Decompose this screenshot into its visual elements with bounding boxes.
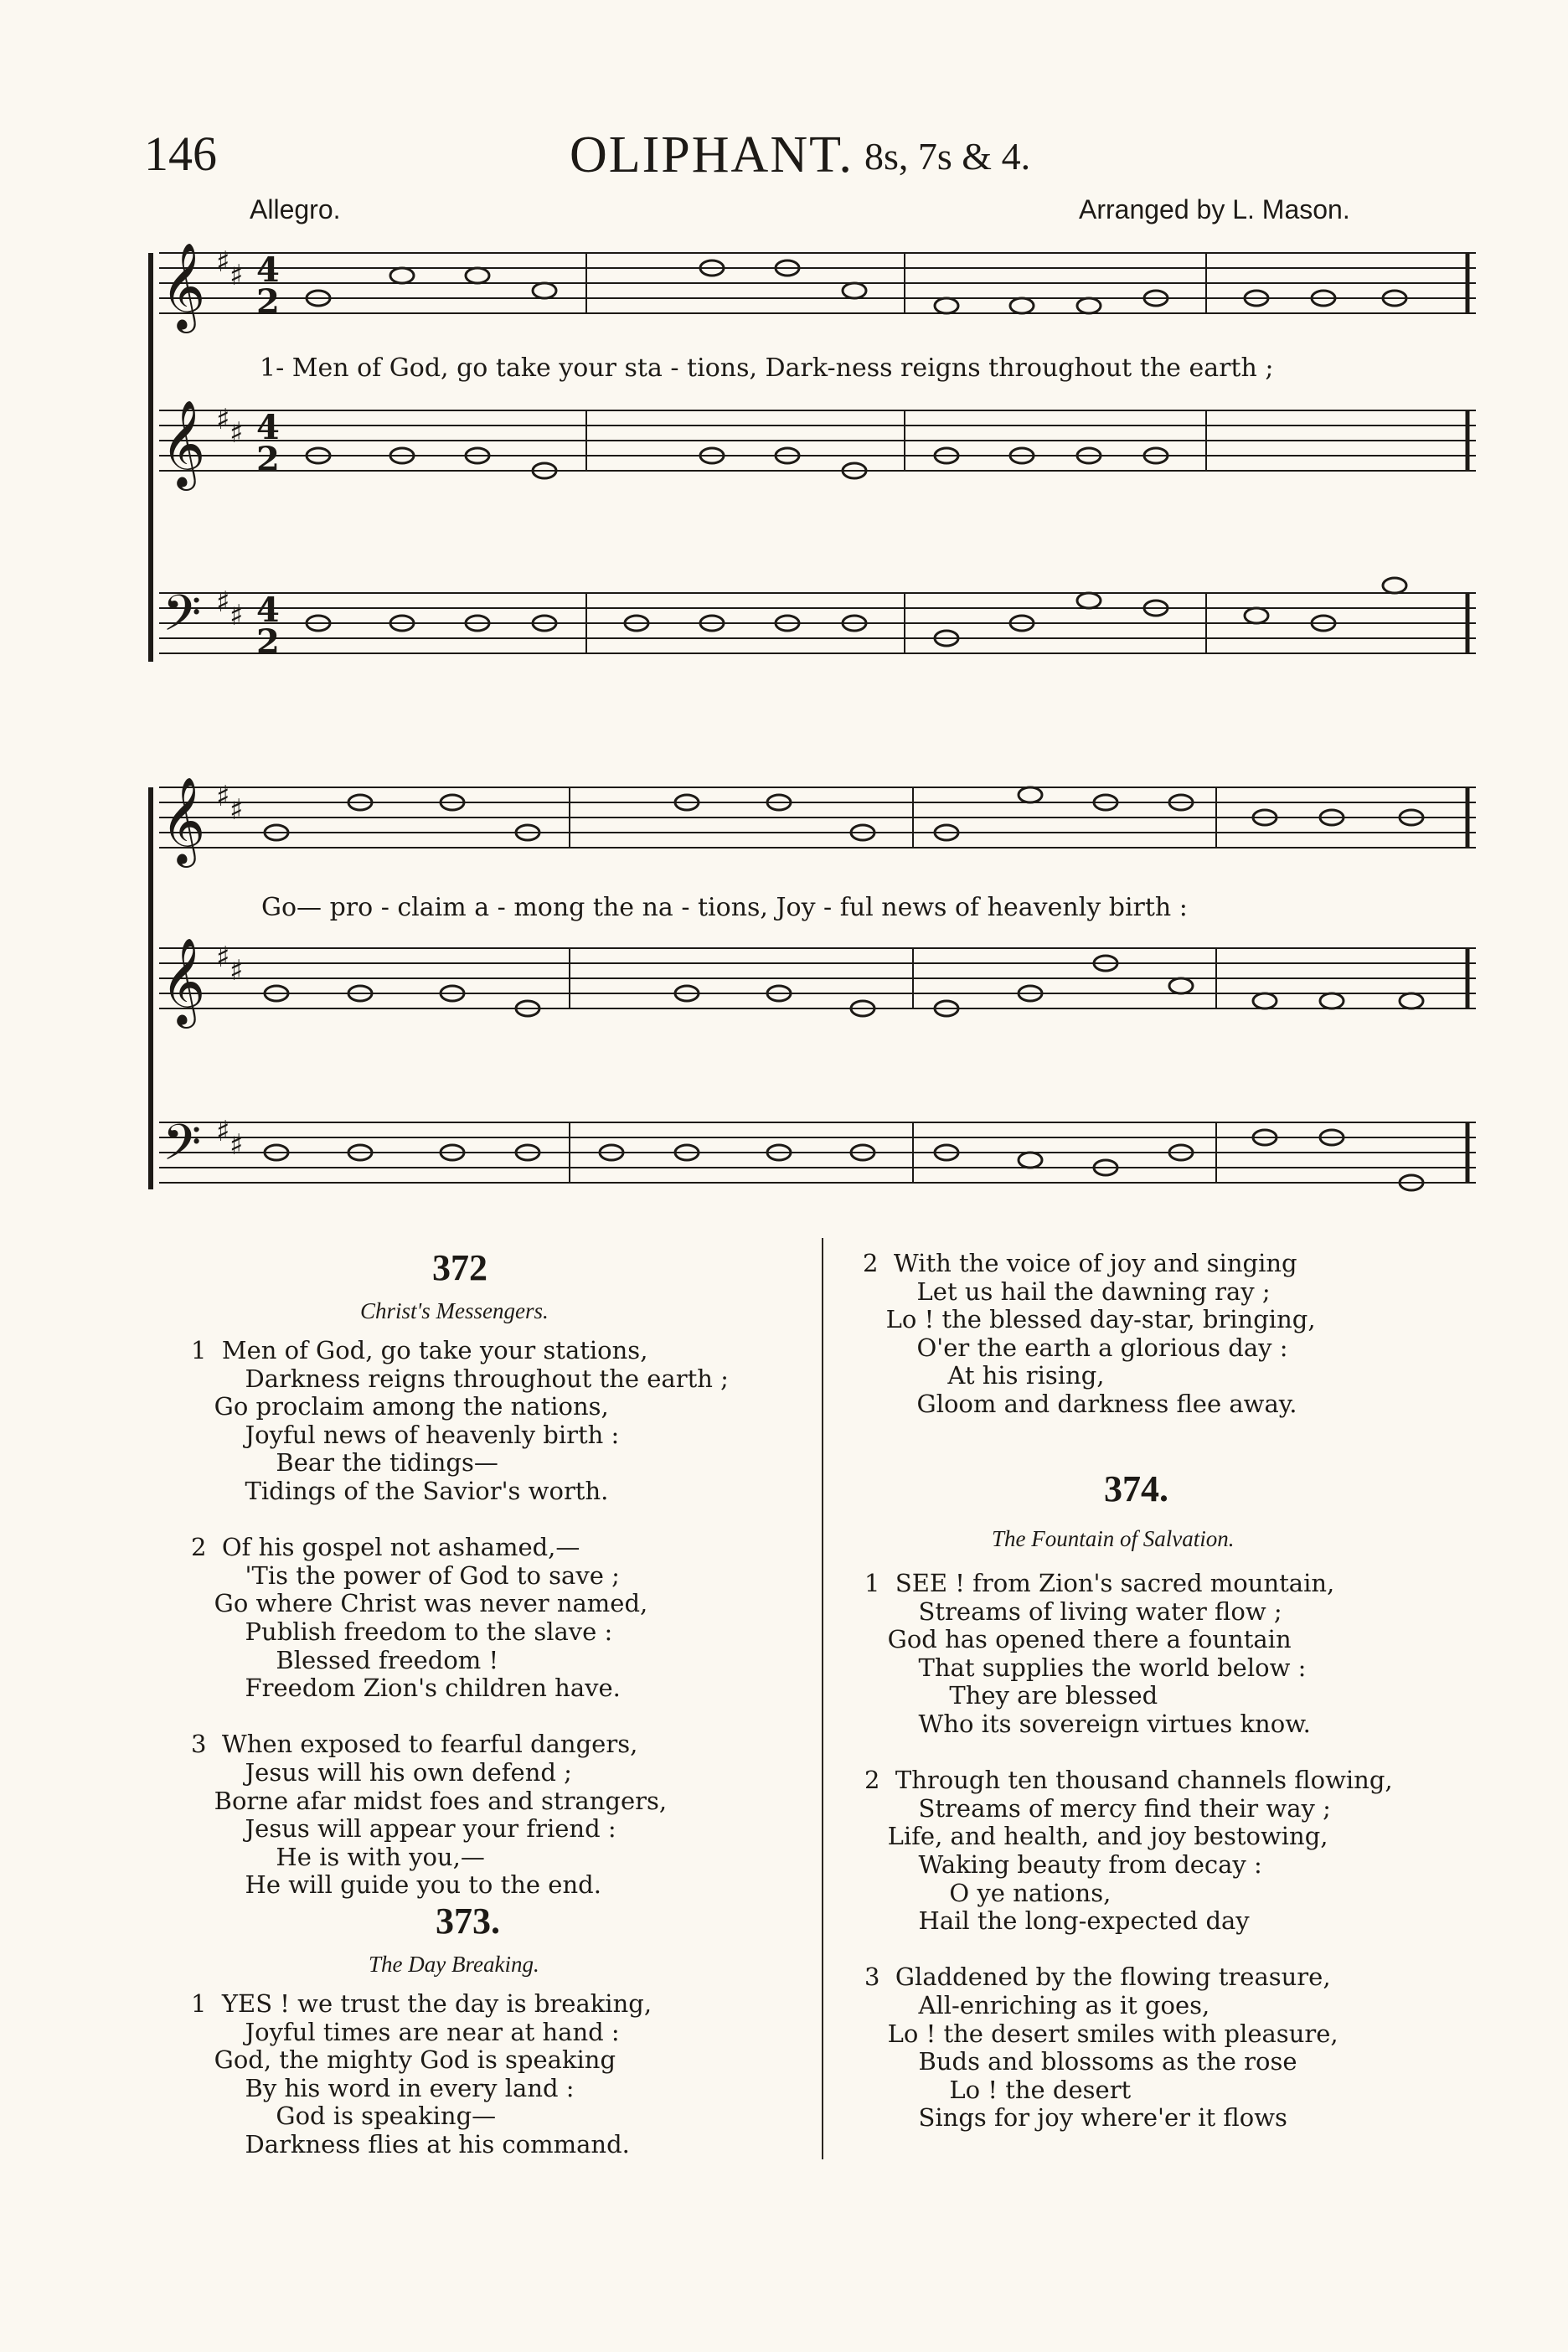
hymn-text: 1 Men of God, go take your stations, Darkness reigns throughout the earth ; Go proclaim among the nations, Joyful news of heavenly birth : Bear the tidings— Tidings of the Savior's worth. 2 Of his gospel not ashamed,— 'Tis the power of God to save ; Go where Christ was never named, Publish freedom to the slave : Blessed freedom ! Freedom Zion's children have. 3 When exposed to fearful dangers, Jesus will his own defend ; Borne afar midst foes and strangers, Jesus will appear your friend : He is with you,— He will guide you to the end. — [191, 1336, 729, 1900]
svg-text:♯: ♯ — [230, 599, 244, 632]
svg-text:♯: ♯ — [216, 245, 230, 279]
hymn-text: 1 YES ! we trust the day is breaking, Joyful times are near at hand : God, the mighty God is speaking By his word in every land : God is speaking— Darkness flies at his command. — [191, 1989, 652, 2159]
svg-text:♯: ♯ — [230, 954, 244, 988]
svg-text:♯: ♯ — [216, 941, 230, 974]
lyrics-line-1: 1- Men of God, go take your sta - tions, Dark-ness reigns throughout the earth ; — [260, 353, 1274, 383]
svg-text:♯: ♯ — [230, 793, 244, 827]
svg-text:♯: ♯ — [230, 1128, 244, 1162]
hymn-heading: The Fountain of Salvation. — [992, 1526, 1235, 1551]
bass-clef-icon: 𝄢 — [162, 1113, 202, 1184]
notes-system-1 — [307, 260, 1406, 646]
treble-clef-icon: 𝄞 — [161, 776, 206, 864]
hymn-heading: Christ's Messengers. — [360, 1298, 549, 1323]
svg-text:4: 4 — [256, 408, 280, 447]
staff-bass-1 — [159, 593, 1476, 653]
svg-text:2: 2 — [256, 440, 280, 479]
hymn-text: 1 SEE ! from Zion's sacred mountain, Streams of living water flow ; God has opened there a fountain That supplies the world below : They are blessed Who its sovereign virtues know. 2 Through ten thousand channels flowing, Streams of mercy find their way ; Life, and health, and joy bestowing, Waking beauty from decay : O ye nations, Hail the long-expected day 3 Gladdened by the flowing treasure, All-enriching as it goes, Lo ! the desert smiles with pleasure, Buds and blossoms as the rose Lo ! the desert Sings for joy where'er it flows — [864, 1569, 1393, 2133]
treble-clef-icon: 𝄞 — [161, 400, 206, 487]
svg-text:♯: ♯ — [230, 259, 244, 292]
svg-text:2: 2 — [256, 622, 280, 662]
hymn-number: 373. — [436, 1901, 500, 1942]
svg-text:♯: ♯ — [216, 780, 230, 813]
svg-text:2: 2 — [256, 282, 280, 322]
bass-clef-icon: 𝄢 — [162, 584, 202, 654]
hymn-text: 2 With the voice of joy and singing Let us hail the dawning ray ; Lo ! the blessed day-star, bringing, O'er the earth a glorious day : At his rising, Gloom and darkness flee away. — [863, 1249, 1316, 1418]
staff-alto-tenor-1 — [159, 410, 1476, 471]
hymn-number: 372 — [432, 1247, 487, 1288]
svg-text:♯: ♯ — [216, 1115, 230, 1148]
lyrics-line-2: Go— pro - claim a - mong the na - tions, Joy - ful news of heavenly birth : — [261, 893, 1188, 922]
svg-text:♯: ♯ — [216, 585, 230, 619]
svg-text:4: 4 — [256, 591, 280, 630]
treble-clef-icon: 𝄞 — [161, 937, 206, 1025]
page-number: 146 — [144, 126, 217, 181]
treble-clef-icon: 𝄞 — [161, 242, 206, 330]
tune-meter: 8s, 7s & 4. — [864, 135, 1031, 178]
staff-soprano-1 — [159, 253, 1476, 313]
hymn-number: 374. — [1104, 1468, 1168, 1509]
system-1 — [151, 253, 1476, 662]
tempo-marking: Allegro. — [250, 194, 341, 224]
svg-text:♯: ♯ — [216, 403, 230, 436]
hymn-heading: The Day Breaking. — [369, 1952, 539, 1977]
svg-text:♯: ♯ — [230, 416, 244, 450]
arranger-credit: Arranged by L. Mason. — [1079, 194, 1350, 224]
svg-text:4: 4 — [256, 250, 280, 290]
staff-bass-2 — [159, 1122, 1476, 1183]
column-divider — [822, 1238, 823, 2159]
tune-title: OLIPHANT. — [570, 126, 854, 183]
